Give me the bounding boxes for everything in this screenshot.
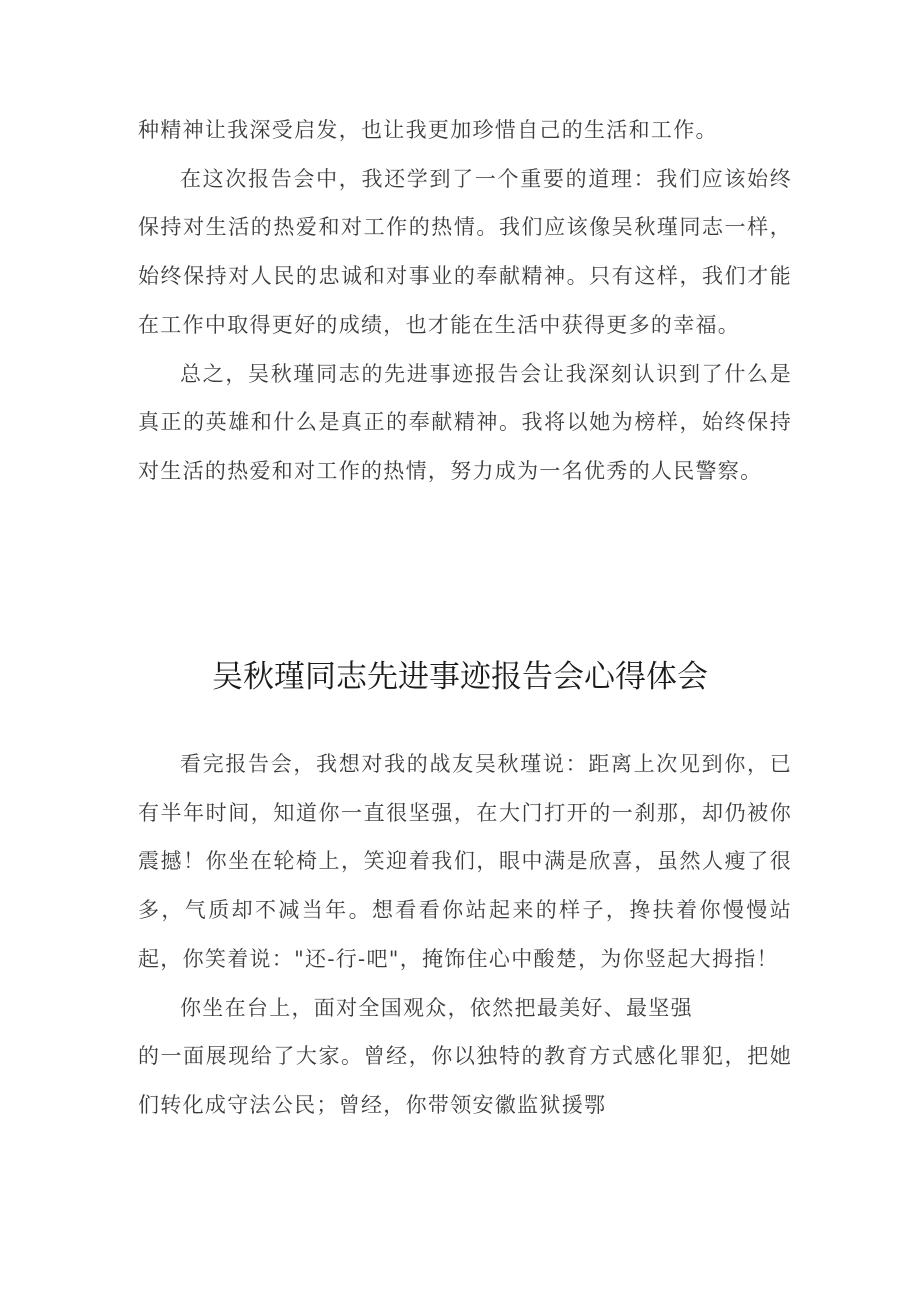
body-section-1 [138,106,792,496]
paragraph-continuation: 种精神让我深受启发，也让我更加珍惜自己的生活和工作。 [138,118,718,142]
paragraph-after-report: 看完报告会，我想对我的战友吴秋瑾说：距离上次见到你，已有半年时间，知道你一直很坚强，在大门打开的一刹那，却仍被你震撼！你坐在轮椅上，笑迎着我们，眼中满是欣喜，虽然人瘦了很多，气质却不减当年。想看看你站起来的样子，搀扶着你慢慢站起，你笑着说："还-行-吧"，掩饰住心中酸楚，为你竖起大拇指！ [138,752,792,971]
paragraph-conclusion: 总之，吴秋瑾同志的先进事迹报告会让我深刻认识到了什么是真正的英雄和什么是真正的奉献精神。我将以她为榜样，始终保持对生活的热爱和对工作的热情，努力成为一名优秀的人民警察。 [138,361,792,483]
body-section-2 [138,740,792,1130]
paragraph-continuation-2: 的一面展现给了大家。曾经，你以独特的教育方式感化罪犯，把她们转化成守法公民；曾经，你带领安徽监狱援鄂 [138,1044,792,1117]
document-title: 吴秋瑾同志先进事迹报告会心得体会 [212,659,708,695]
paragraph-on-stage: 你坐在台上，面对全国观众，依然把最美好、最坚强 [180,995,693,1020]
paragraph-lesson: 在这次报告会中，我还学到了一个重要的道理：我们应该始终保持对生活的热爱和对工作的热情。我们应该像吴秋瑾同志一样，始终保持对人民的忠诚和对事业的奉献精神。只有这样，我们才能在工作中取得更好的成绩，也才能在生活中获得更多的幸福。 [138,166,792,337]
